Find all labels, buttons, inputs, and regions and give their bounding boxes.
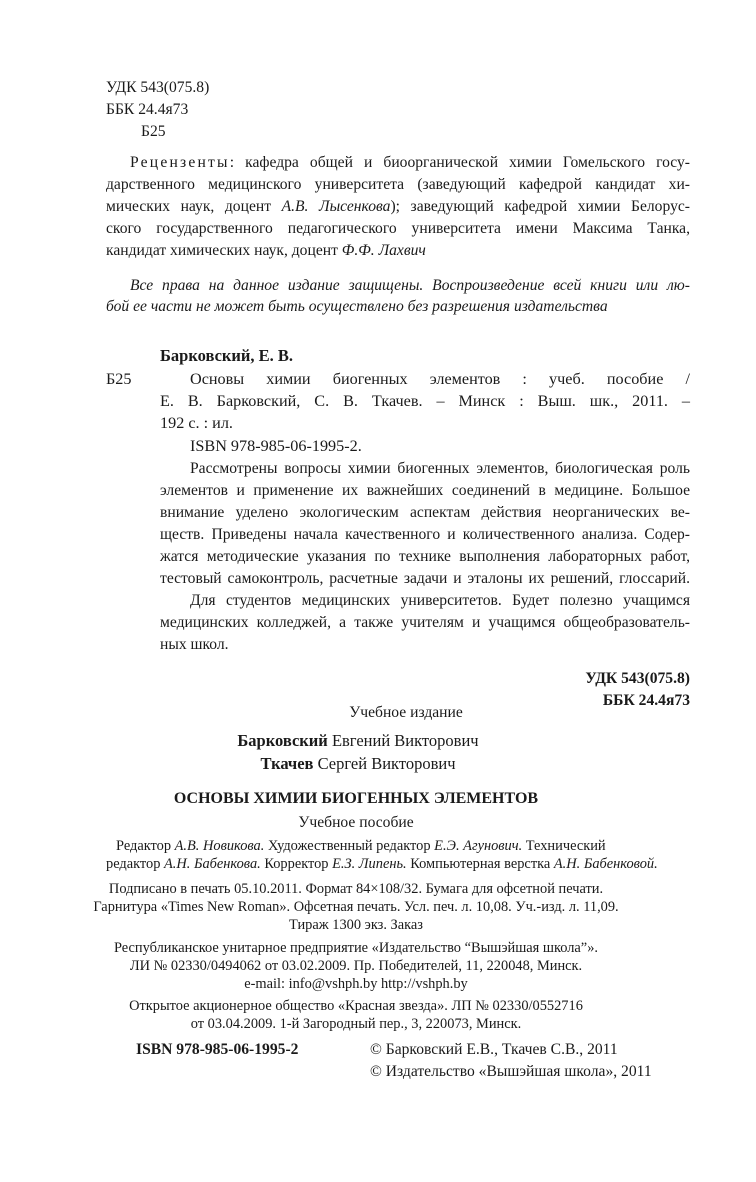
author-2: Ткачев Сергей Викторович: [260, 754, 456, 773]
edition-type: Учебное издание: [349, 704, 463, 721]
publisher-line-1: Республиканское унитарное предприятие «Издательство “Вышэйшая школа”».: [113, 940, 598, 956]
book-title: ОСНОВЫ ХИМИИ БИОГЕННЫХ ЭЛЕМЕНТОВ: [173, 790, 539, 807]
annotation-line-2: элементов и применение их важнейших соединений в медицине. Большое: [160, 482, 690, 499]
print-info-line-3: Тираж 1300 экз. Заказ: [289, 917, 423, 933]
annotation-line-4: ществ. Приведены начала качественного и количественного анализа. Содер-: [160, 526, 690, 543]
imprint-isbn: ISBN 978-985-06-1995-2: [136, 1041, 299, 1058]
publisher-line-2: ЛИ № 02330/0494062 от 03.02.2009. Пр. Победителей, 11, 220048, Минск.: [129, 958, 583, 974]
printer-line-2: от 03.04.2009. 1-й Загородный пер., 3, 220073, Минск.: [190, 1016, 522, 1032]
book-subtitle: Учебное пособие: [298, 814, 414, 831]
author-mark: Б25: [141, 123, 166, 140]
reviewer-name-1: А.В. Лысенкова: [281, 198, 391, 215]
staff-line-1: Редактор А.В. Новикова. Художественный редактор Е.Э. Агунович. Технический: [116, 838, 606, 854]
lbc-code: ББК 24.4я73: [106, 101, 189, 118]
printer-line-1: Открытое акционерное общество «Красная звезда». ЛП № 02330/0552716: [129, 998, 583, 1014]
reviewers-line-2: дарственного медицинского университета (заведующий кафедрой кандидат хи-: [106, 176, 690, 193]
reviewers-label: Рецензенты: [130, 154, 230, 171]
catalog-heading: Барковский, Е. В.: [160, 346, 294, 365]
print-info-line-1: Подписано в печать 05.10.2011. Формат 84×108/32. Бумага для офсетной печати.: [108, 881, 604, 897]
audience-line-3: ных школ.: [160, 636, 229, 653]
catalog-mark: Б25: [106, 370, 132, 388]
udc-code: УДК 543(075.8): [106, 79, 210, 96]
reviewers-line-1: Рецензенты: кафедра общей и биоорганической химии Гомельского госу-: [130, 154, 690, 171]
copyright-publisher: © Издательство «Вышэйшая школа», 2011: [370, 1063, 652, 1080]
reviewers-line-3: мических наук, доцент А.В. Лысенкова); заведующий кафедрой химии Белорус-: [106, 198, 690, 215]
annotation-line-6: тестовый самоконтроль, расчетные задачи и эталоны их решений, глоссарий.: [160, 570, 690, 587]
annotation-line-1: Рассмотрены вопросы химии биогенных элементов, биологическая роль: [190, 460, 690, 477]
catalog-udc: УДК 543(075.8): [585, 670, 690, 687]
staff-line-2: редактор А.Н. Бабенкова. Корректор Е.З. Липень. Компьютерная верстка А.Н. Бабенковой.: [106, 856, 658, 872]
annotation-line-5: жатся методические указания по технике выполнения лабораторных работ,: [160, 548, 690, 565]
annotation-line-3: внимание уделено экологическим аспектам действия неорганических ве-: [160, 504, 690, 521]
catalog-line-2: Е. В. Барковский, С. В. Ткачев. – Минск : Выш. шк., 2011. –: [160, 392, 690, 410]
author-1: Барковский Евгений Викторович: [237, 731, 479, 750]
reviewers-line-4: ского государственного педагогического университета имени Максима Танка,: [106, 220, 690, 237]
catalog-isbn: ISBN 978-985-06-1995-2.: [190, 437, 362, 455]
catalog-line-3: 192 с. : ил.: [160, 414, 233, 432]
reviewer-name-2: Ф.Ф. Лахвич: [341, 242, 426, 259]
audience-line-2: медицинских колледжей, а также учителям и учащимся общеобразователь-: [160, 614, 690, 631]
rights-line-1: Все права на данное издание защищены. Воспроизведение всей книги или лю-: [130, 277, 690, 294]
catalog-lbc: ББК 24.4я73: [602, 692, 690, 709]
catalog-line-1: Основы химии биогенных элементов : учеб. пособие /: [190, 370, 690, 388]
copyright-authors: © Барковский Е.В., Ткачев С.В., 2011: [370, 1041, 618, 1058]
publisher-line-3: e-mail: info@vshph.by http://vshph.by: [244, 976, 468, 992]
audience-line-1: Для студентов медицинских университетов. Будет полезно учащимся: [190, 592, 690, 609]
reviewers-line-5: кандидат химических наук, доцент Ф.Ф. Лахвич: [106, 242, 426, 259]
rights-line-2: бой ее части не может быть осуществлено без разрешения издательства: [106, 298, 608, 315]
print-info-line-2: Гарнитура «Times New Roman». Офсетная печать. Усл. печ. л. 10,08. Уч.-изд. л. 11,09.: [93, 899, 619, 915]
